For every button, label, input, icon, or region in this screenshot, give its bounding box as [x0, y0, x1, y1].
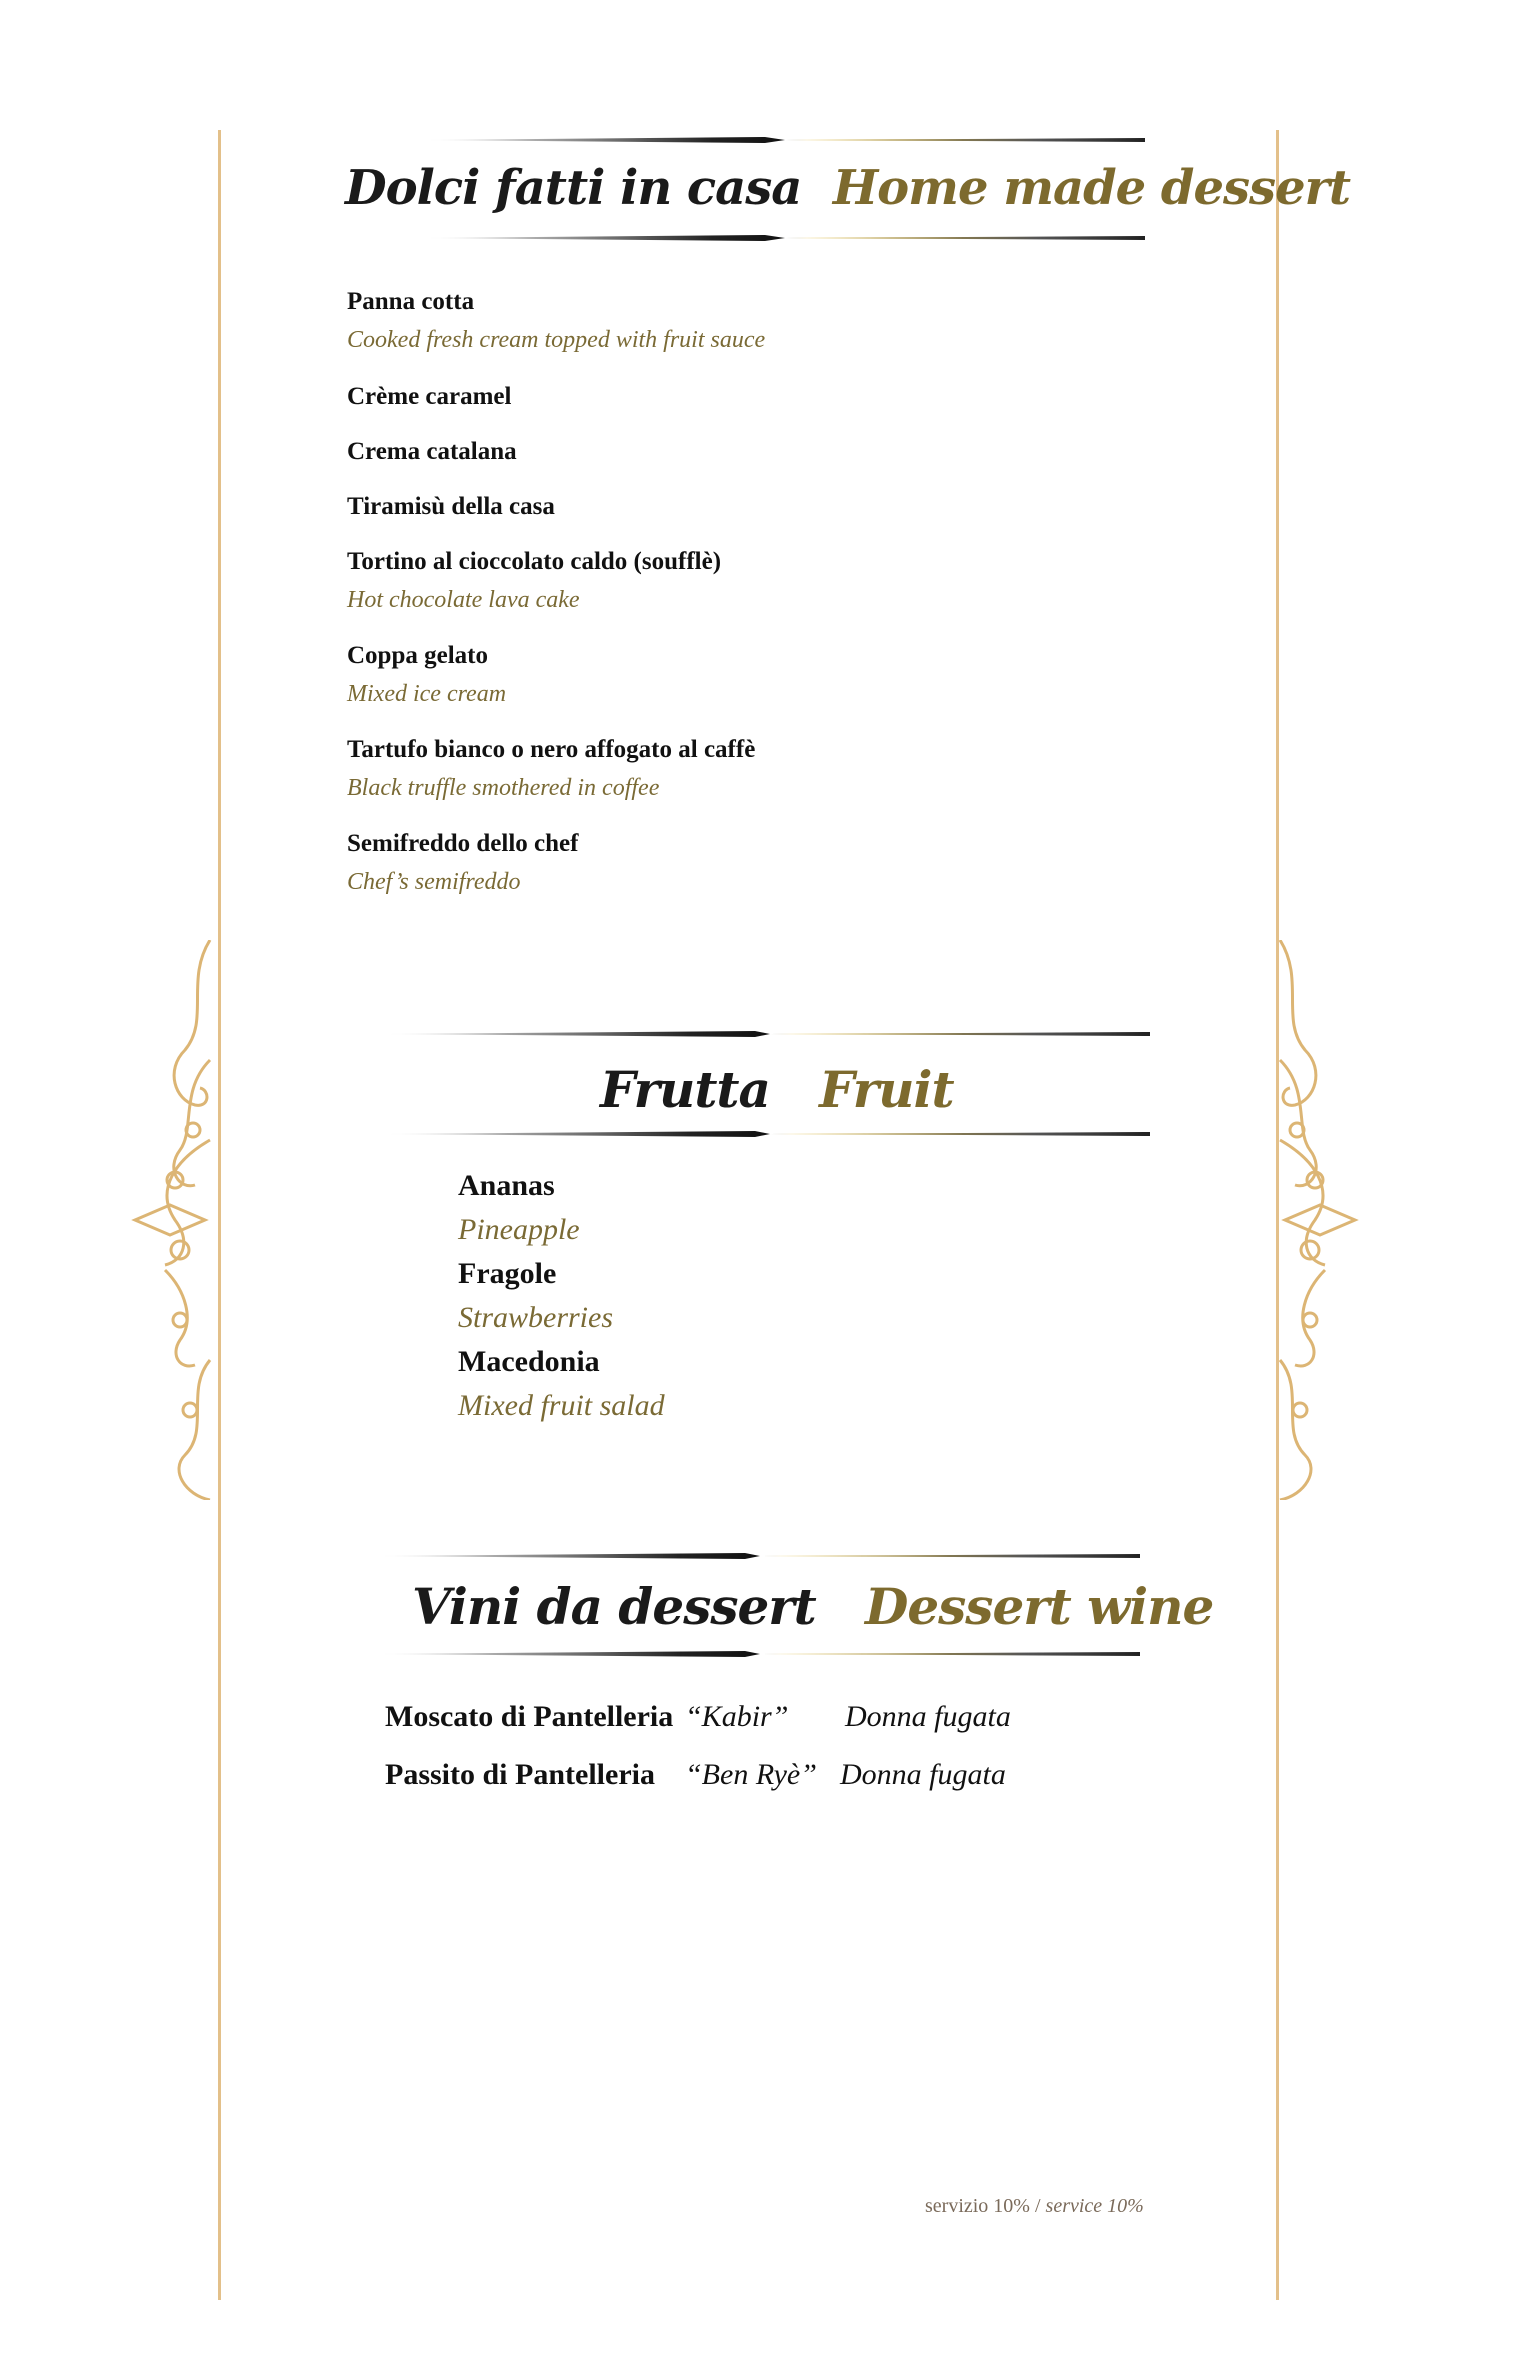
dessert-item-name: Crème caramel: [347, 383, 512, 410]
dessert-item-desc: Mixed ice cream: [347, 681, 507, 707]
fruit-bottom-rule: [385, 1130, 1150, 1138]
fruit-item-name: Macedonia: [458, 1345, 600, 1378]
left-border-line: [218, 130, 221, 2300]
wine-item-producer: Donna fugata: [840, 1758, 1006, 1791]
wine-bottom-rule: [375, 1650, 1140, 1658]
dessert-item-name: Semifreddo dello chef: [347, 830, 579, 857]
dessert-item-name: Coppa gelato: [347, 642, 488, 669]
wine-title-english: Dessert wine: [864, 1577, 1214, 1636]
dessert-item-name: Tartufo bianco o nero affogato al caffè: [347, 736, 756, 763]
wine-item-label: “Ben Ryè”: [685, 1758, 817, 1791]
service-charge-note: [925, 2195, 1144, 2218]
dessert-title-english: Home made dessert: [832, 160, 1351, 216]
dessert-item-name: Crema catalana: [347, 438, 517, 465]
dessert-heading: [345, 160, 1350, 216]
left-flourish-ornament: [125, 940, 215, 1500]
service-charge-separator: /: [1034, 2195, 1041, 2217]
dessert-top-rule: [425, 136, 1145, 144]
fruit-item-name: Fragole: [458, 1257, 557, 1290]
right-flourish-ornament: [1275, 940, 1365, 1500]
fruit-top-rule: [385, 1030, 1150, 1038]
dessert-title-italian: Dolci fatti in casa: [345, 160, 802, 216]
dessert-item-desc: Cooked fresh cream topped with fruit sauce: [347, 327, 766, 353]
fruit-item-name: Ananas: [458, 1169, 555, 1202]
wine-heading: [412, 1577, 1213, 1636]
fruit-item-desc: Strawberries: [458, 1301, 614, 1334]
dessert-item-desc: Black truffle smothered in coffee: [347, 775, 660, 801]
fruit-item-desc: Pineapple: [458, 1213, 580, 1246]
dessert-item-name: Tiramisù della casa: [347, 493, 555, 520]
fruit-item-desc: Mixed fruit salad: [458, 1389, 665, 1422]
dessert-bottom-rule: [425, 234, 1145, 242]
wine-top-rule: [375, 1552, 1140, 1560]
service-charge-italian: servizio 10%: [925, 2195, 1030, 2217]
dessert-item-desc: Hot chocolate lava cake: [347, 587, 580, 613]
fruit-heading: [600, 1060, 954, 1119]
fruit-title-english: Fruit: [819, 1060, 954, 1119]
wine-item-name: Moscato di Pantelleria: [385, 1700, 674, 1733]
dessert-item-desc: Chef’s semifreddo: [347, 869, 521, 895]
wine-title-italian: Vini da dessert: [412, 1577, 816, 1636]
wine-item-name: Passito di Pantelleria: [385, 1758, 655, 1791]
service-charge-english: service 10%: [1045, 2195, 1144, 2217]
wine-item-label: “Kabir”: [685, 1700, 789, 1733]
dessert-item-name: Tortino al cioccolato caldo (soufflè): [347, 548, 722, 575]
wine-item-producer: Donna fugata: [845, 1700, 1011, 1733]
fruit-title-italian: Frutta: [600, 1060, 770, 1119]
dessert-item-name: Panna cotta: [347, 288, 475, 315]
